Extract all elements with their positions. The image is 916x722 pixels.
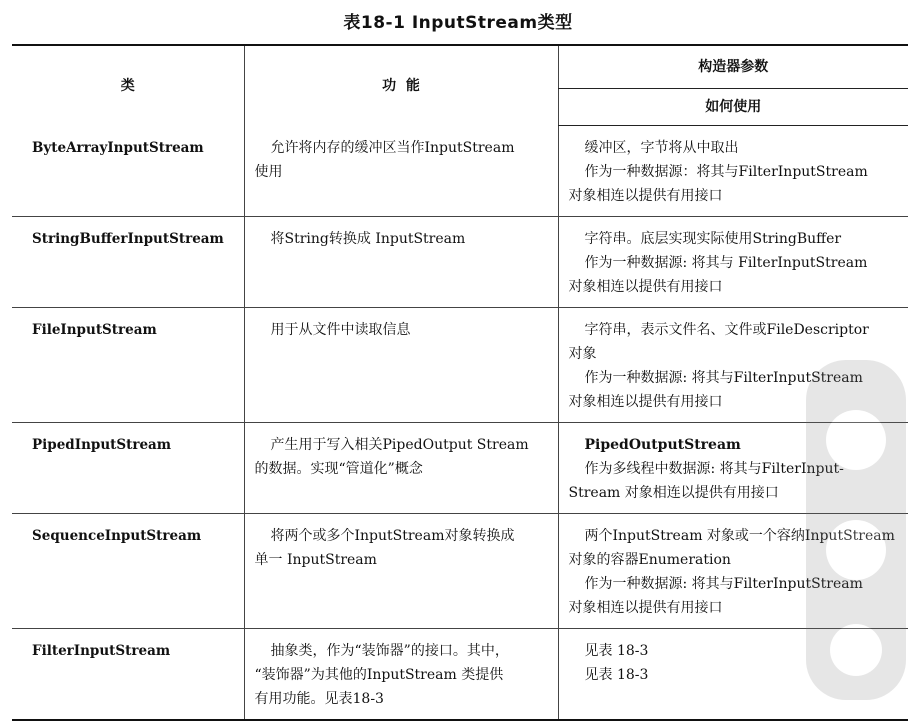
class-name: StringBufferInputStream: [12, 217, 244, 308]
table-row: [12, 308, 908, 423]
table-row: [12, 423, 908, 514]
inputstream-types-table: [12, 44, 908, 721]
table-row: [12, 217, 908, 308]
header-ctor-params: 构造器参数: [558, 45, 908, 89]
class-name: FileInputStream: [12, 308, 244, 423]
usage-cell: 两个InputStream 对象或一个容纳InputStream 对象的容器Enumeration 作为一种数据源: 将其与FilterInputStream 对象相连以提供有用接口: [558, 514, 908, 629]
function-cell: 将两个或多个InputStream对象转换成 单一 InputStream: [244, 514, 558, 629]
class-name: SequenceInputStream: [12, 514, 244, 629]
header-class: 类: [120, 77, 135, 94]
table-row: [12, 629, 908, 721]
table-row: [12, 126, 908, 217]
table-row: [12, 514, 908, 629]
header-how-to-use: 如何使用: [558, 89, 908, 126]
table-caption: 表18-1 InputStream类型: [343, 13, 573, 33]
class-name: ByteArrayInputStream: [12, 126, 244, 217]
usage-cell: 见表 18-3 见表 18-3: [558, 629, 908, 721]
function-cell: 用于从文件中读取信息: [244, 308, 558, 423]
class-name: PipedInputStream: [12, 423, 244, 514]
usage-cell: 缓冲区，字节将从中取出 作为一种数据源：将其与FilterInputStream 对象相连以提供有用接口: [558, 126, 908, 217]
class-name: FilterInputStream: [32, 643, 171, 659]
function-cell: 允许将内存的缓冲区当作InputStream 使用: [244, 126, 558, 217]
usage-cell: 字符串。底层实现实际使用StringBuffer 作为一种数据源: 将其与 FilterInputStream 对象相连以提供有用接口: [558, 217, 908, 308]
function-cell: 抽象类，作为“装饰器”的接口。其中， “装饰器”为其他的InputStream 类提供 有用功能。见表18-3: [244, 629, 558, 721]
usage-cell: PipedOutputStream 作为多线程中数据源: 将其与FilterInput- Stream 对象相连以提供有用接口: [558, 423, 908, 514]
usage-cell: 字符串，表示文件名、文件或FileDescriptor 对象 作为一种数据源: 将其与FilterInputStream 对象相连以提供有用接口: [558, 308, 908, 423]
header-function: 功 能: [244, 45, 558, 126]
function-cell: 产生用于写入相关PipedOutput Stream 的数据。实现“管道化”概念: [244, 423, 558, 514]
watermark-stamp: [786, 350, 916, 710]
function-cell: 将String转换成 InputStream: [244, 217, 558, 308]
